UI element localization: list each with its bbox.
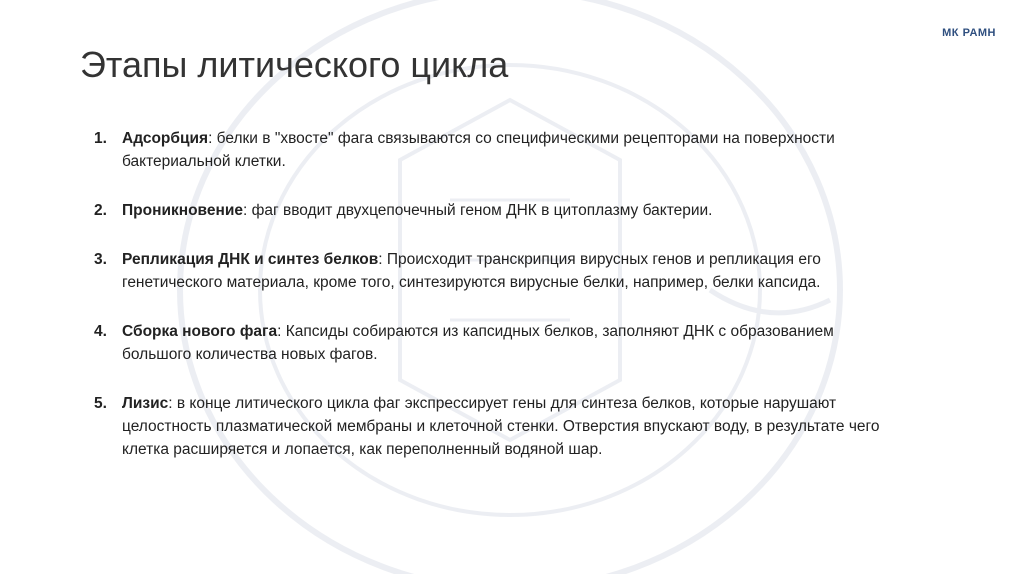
stage-number: 5. xyxy=(94,395,107,412)
stage-number: 3. xyxy=(94,251,107,268)
stage-description: : Происходит транскрипция вирусных генов и репликация его генетического материала, кроме того, синтезируются вирусные белки, например, белки капсида. xyxy=(122,251,821,291)
stage-description: : фаг вводит двухцепочечный геном ДНК в цитоплазму бактерии. xyxy=(243,202,713,219)
stages-list xyxy=(94,127,894,487)
stage-item xyxy=(94,320,894,366)
stage-description: : Капсиды собираются из капсидных белков, заполняют ДНК с образованием большого количества новых фагов. xyxy=(122,323,834,363)
stage-term: Проникновение xyxy=(122,202,244,219)
stage-number: 2. xyxy=(94,202,107,219)
stage-term: Сборка нового фага xyxy=(122,323,278,340)
stage-number: 4. xyxy=(94,323,107,340)
slide-title: Этапы литического цикла xyxy=(80,44,509,85)
stage-item xyxy=(94,248,894,294)
stage-term: Репликация ДНК и синтез белков xyxy=(122,251,379,268)
stage-item xyxy=(94,127,894,173)
stage-item xyxy=(94,199,894,222)
stage-term: Адсорбция xyxy=(122,130,209,147)
stage-term: Лизис xyxy=(122,395,169,412)
stage-item xyxy=(94,392,894,461)
stage-description: : в конце литического цикла фаг экспрессирует гены для синтеза белков, которые нарушают целостность плазматической мембраны и клеточной стенки. Отверстия впускают воду, в результате чего клетка расширяется и лопается, как переполненный водяной шар. xyxy=(122,395,880,458)
org-logo-text: МК РАМН xyxy=(942,27,996,39)
stage-description: : белки в "хвосте" фага связываются со специфическими рецепторами на поверхности бактериальной клетки. xyxy=(122,130,835,170)
stage-number: 1. xyxy=(94,130,107,147)
